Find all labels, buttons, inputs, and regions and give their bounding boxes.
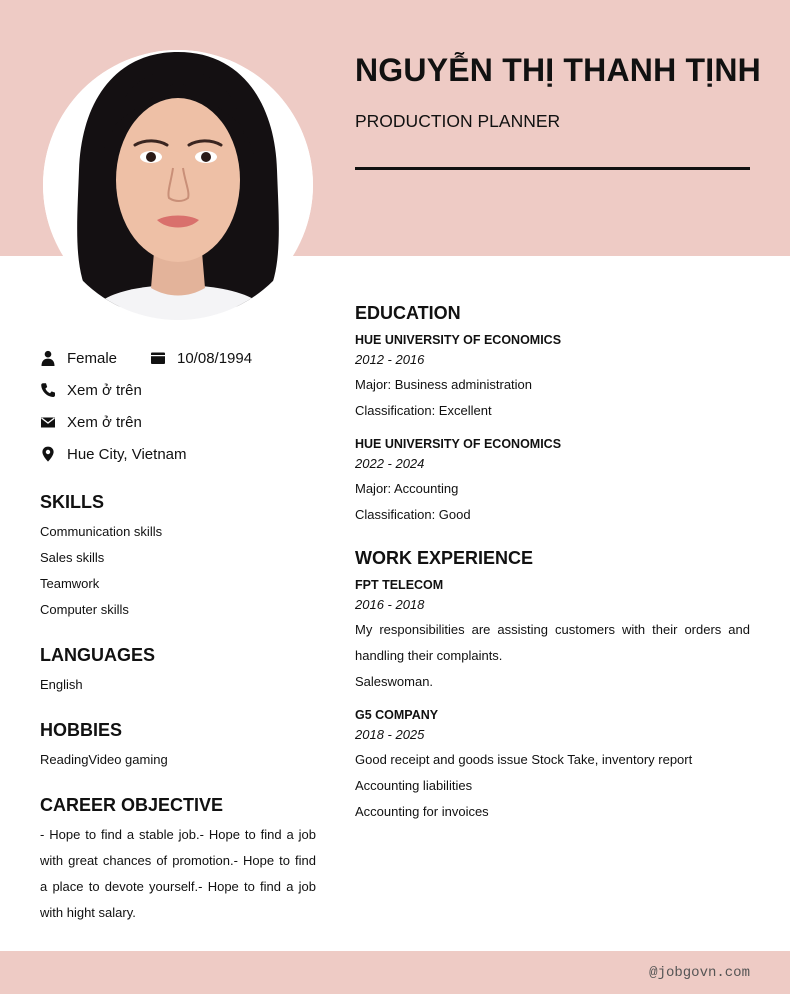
skill-item: Computer skills [40,602,129,617]
career-objective-text: - Hope to find a stable job.- Hope to find a job with great chances of promotion.- Hope to find a place to devote yourself.- Hope to find a job with hight salary. [40,827,316,920]
education-entry [355,436,750,528]
address-value: Hue City, Vietnam [67,445,187,463]
education-entry [355,332,750,424]
work-detail: Accounting for invoices [355,804,489,819]
gender-value: Female [67,349,118,367]
phone-row [40,374,316,406]
work-detail: Saleswoman. [355,674,434,689]
language-item: English [40,677,83,692]
education-detail: Classification: Good [355,507,471,522]
skills-heading: SKILLS [40,492,105,512]
education-detail: Major: Accounting [355,481,459,496]
phone-value: Xem ở trên [67,381,142,399]
envelope-icon [40,414,56,430]
hobby-item: ReadingVideo gaming [40,752,168,767]
work-entry [355,707,750,825]
watermark-text: @jobgovn.com [649,965,750,981]
calendar-icon [150,350,166,366]
work-period: 2016 - 2018 [355,597,425,612]
education-school: HUE UNIVERSITY OF ECONOMICS [355,437,562,451]
work-experience-heading: WORK EXPERIENCE [355,548,534,568]
birthday-value: 10/08/1994 [177,349,253,367]
education-school: HUE UNIVERSITY OF ECONOMICS [355,333,562,347]
left-column [40,342,316,926]
education-heading: EDUCATION [355,303,461,323]
work-period: 2018 - 2025 [355,727,425,742]
education-detail: Major: Business administration [355,377,533,392]
candidate-name: NGUYỄN THỊ THANH TỊNH [355,52,761,88]
profile-photo [43,50,313,320]
skill-item: Teamwork [40,576,100,591]
portrait-illustration [43,50,313,320]
work-company: G5 COMPANY [355,708,439,722]
gender-birthday-row [40,342,316,374]
right-column [355,303,750,837]
languages-heading: LANGUAGES [40,645,156,665]
person-icon [40,350,56,366]
education-period: 2012 - 2016 [355,352,425,367]
email-row [40,406,316,438]
email-value: Xem ở trên [67,413,142,431]
education-detail: Classification: Excellent [355,403,492,418]
work-company: FPT TELECOM [355,578,444,592]
career-objective-heading: CAREER OBJECTIVE [40,795,224,815]
skills-list [40,519,316,623]
job-title: PRODUCTION PLANNER [355,111,561,131]
address-row [40,438,316,470]
work-detail: Good receipt and goods issue Stock Take, inventory report [355,752,693,767]
title-divider [355,167,750,170]
work-entry [355,577,750,695]
skill-item: Communication skills [40,524,163,539]
education-period: 2022 - 2024 [355,456,425,471]
hobbies-heading: HOBBIES [40,720,123,740]
work-detail: My responsibilities are assisting customers with their orders and handling their complaints. [355,622,750,663]
birthday-field [150,342,252,374]
skill-item: Sales skills [40,550,105,565]
map-pin-icon [40,446,56,462]
work-detail: Accounting liabilities [355,778,473,793]
phone-icon [40,382,56,398]
